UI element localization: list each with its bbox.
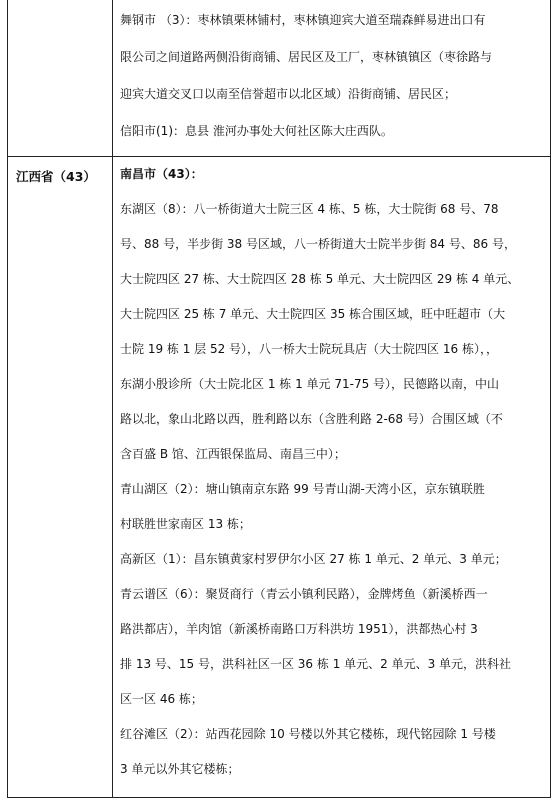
area-line: 限公司之间道路两侧沿街商铺、居民区及工厂，枣林镇镇区（枣徐路与 [120,50,493,64]
province-cell [8,157,112,797]
area-line: 3 单元以外其它楼栋； [120,762,240,776]
area-line: 红谷滩区（2）：站西花园除 10 号楼以外其它楼栋，现代铭园除 1 号楼 [120,727,496,741]
area-line: 大士院四区 27 栋、大士院四区 28 栋 5 单元、大士院四区 29 栋 4 单元、 [120,272,520,286]
area-line: 号、88 号，半步街 38 号区域，八一桥街道大士院半步街 84 号、86 号， [120,237,516,251]
area-line: 信阳市(1)：息县 淮河办事处大何社区陈大庄西队。 [120,124,393,138]
area-line: 排 13 号、15 号，洪科社区一区 36 栋 1 单元、2 单元、3 单元，洪科社 [120,657,512,671]
area-line: 青云谱区（6）：聚贤商行（青云小镇利民路），金牌烤鱼（新溪桥西一 [120,587,488,601]
area-line: 士院 19 栋 1 层 52 号），八一桥大士院玩具店（大士院四区 16 栋），， [120,342,498,356]
area-line: 路以北，象山北路以西，胜利路以东（含胜利路 2-68 号）合围区域（不 [120,412,503,426]
area-list-cell [113,0,550,156]
area-line: 含百盛 B 馆、江西银保监局、南昌三中）； [120,447,346,461]
area-line: 高新区（1）：昌东镇黄家村罗伊尔小区 27 栋 1 单元、2 单元、3 单元； [120,552,507,566]
province-cell [8,0,112,156]
area-line: 迎宾大道交叉口以南至信誉超市以北区域）沿街商铺、居民区； [120,87,457,101]
table-row [8,0,550,156]
area-line: 舞钢市 （3）：枣林镇栗林铺村，枣林镇迎宾大道至瑞森鲜易进出口有 [120,13,486,27]
area-line: 路洪都店），羊肉馆（新溪桥南路口万科洪坊 1951），洪都热心村 3 [120,622,478,636]
area-line: 东湖小殷诊所（大士院北区 1 栋 1 单元 71-75 号），民德路以南，中山 [120,377,500,391]
area-table [7,0,551,798]
table-row [8,157,550,797]
area-list-cell [113,157,550,797]
area-line: 东湖区（8）：八一桥街道大士院三区 4 栋、5 栋，大士院街 68 号、78 [120,202,499,216]
city-heading: 南昌市（43）： [120,167,203,181]
area-line: 区一区 46 栋； [120,692,203,706]
area-line: 青山湖区（2）：塘山镇南京东路 99 号青山湖-天湾小区，京东镇联胜 [120,482,485,496]
area-line: 村联胜世家南区 13 栋； [120,517,251,531]
area-line: 大士院四区 25 栋 7 单元、大士院四区 35 栋合围区域，旺中旺超市（大 [120,307,506,321]
province-label: 江西省（43） [16,169,96,184]
